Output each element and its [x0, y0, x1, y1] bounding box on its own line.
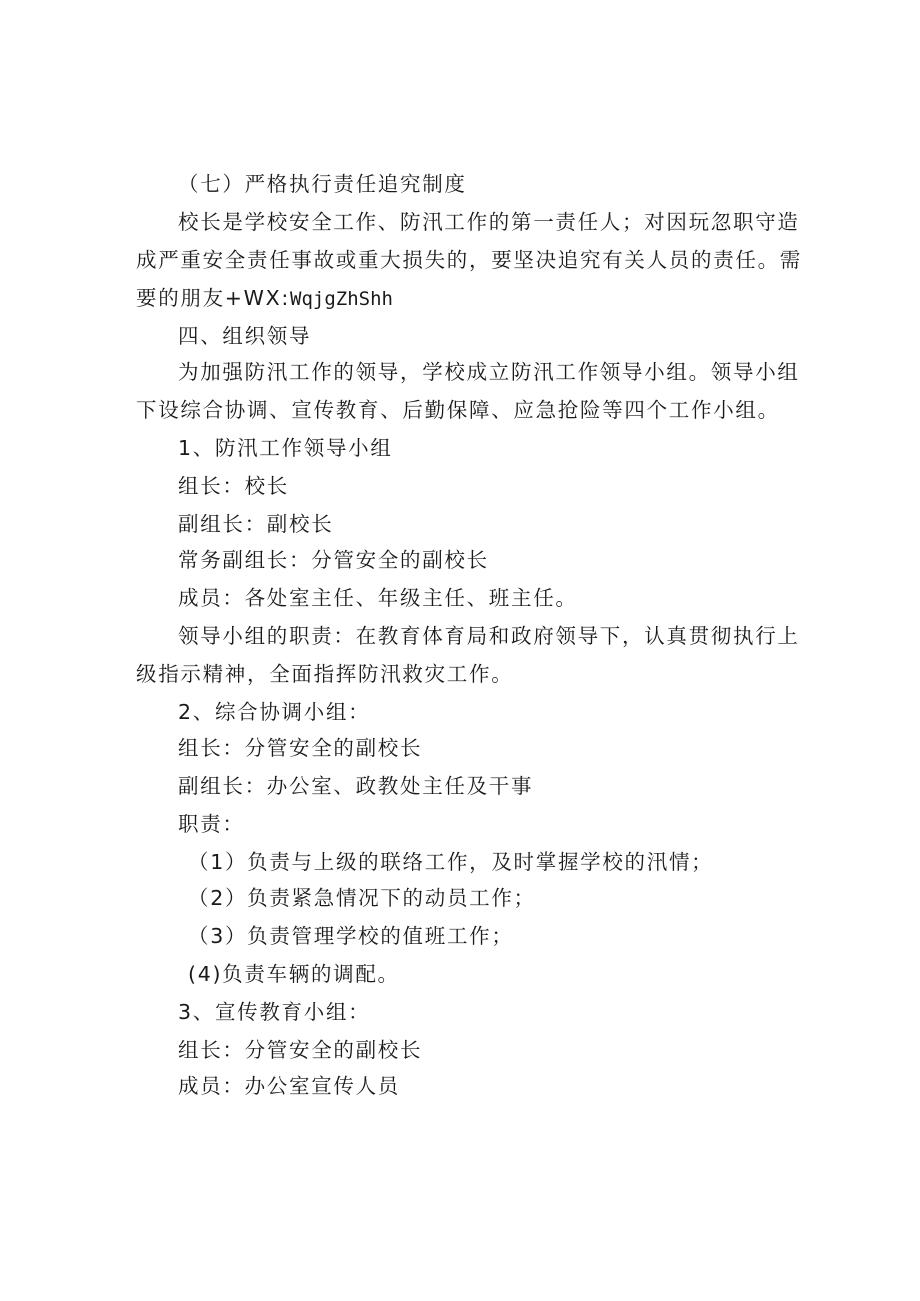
group-1-members: 成员：各处室主任、年级主任、班主任。	[178, 586, 578, 610]
section-4-intro-line-1: 为加强防汛工作的领导，学校成立防汛工作领导小组。领导小组	[178, 360, 800, 384]
group-2-duty-item: （1）负责与上级的联络工作，及时掌握学校的汛情；	[188, 850, 714, 874]
group-2-duty-item: (4)负责车辆的调配。	[188, 962, 400, 986]
section-4-intro-line-2: 下设综合协调、宣传教育、后勤保障、应急抢险等四个工作小组。	[136, 398, 780, 422]
group-2-heading: 2、综合协调小组：	[178, 700, 371, 724]
group-1-duty-line-2: 级指示精神，全面指挥防汛救灾工作。	[136, 662, 514, 686]
group-2-deputy: 副组长：办公室、政教处主任及干事	[178, 774, 534, 798]
section-7-heading: （七）严格执行责任追究制度	[178, 172, 467, 196]
group-2-duty-item: （2）负责紧急情况下的动员工作；	[188, 886, 536, 910]
section-7-body-line-3	[136, 284, 393, 313]
group-1-heading: 1、防汛工作领导小组	[178, 436, 393, 460]
contact-prefix: 要的朋友+WX:	[136, 286, 290, 310]
group-3-members: 成员：办公室宣传人员	[178, 1074, 400, 1098]
group-2-duty-label: 职责：	[178, 812, 245, 836]
group-1-leader: 组长：校长	[178, 474, 289, 498]
group-2-duty-item: （3）负责管理学校的值班工作；	[188, 924, 514, 948]
group-1-duty-line-1: 领导小组的职责：在教育体育局和政府领导下，认真贯彻执行上	[178, 624, 800, 648]
group-1-executive-deputy: 常务副组长：分管安全的副校长	[178, 548, 489, 572]
section-7-body-line-1: 校长是学校安全工作、防汛工作的第一责任人；对因玩忽职守造	[178, 210, 800, 234]
section-4-heading: 四、组织领导	[178, 324, 312, 348]
contact-id: WqjgZhShh	[290, 288, 393, 310]
group-1-deputy: 副组长：副校长	[178, 512, 334, 536]
section-7-body-line-2: 成严重安全责任事故或重大损失的，要坚决追究有关人员的责任。需	[136, 248, 802, 272]
group-3-leader: 组长：分管安全的副校长	[178, 1038, 423, 1062]
group-3-heading: 3、宣传教育小组：	[178, 1000, 371, 1024]
group-2-leader: 组长：分管安全的副校长	[178, 736, 423, 760]
